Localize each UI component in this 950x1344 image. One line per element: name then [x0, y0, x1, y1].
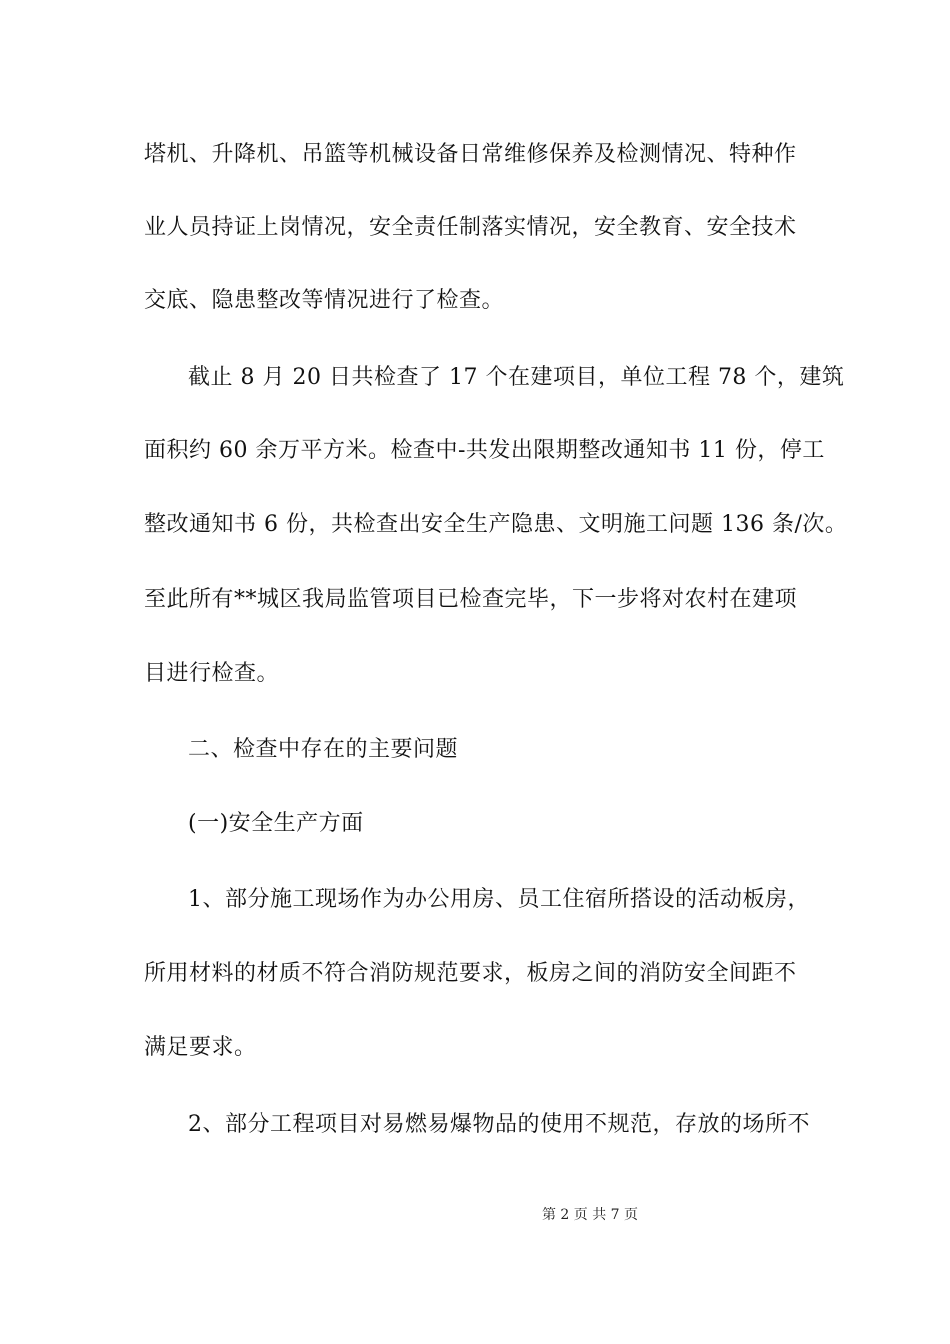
text-line-2: 业人员持证上岗情况，安全责任制落实情况，安全教育、安全技术 [144, 215, 797, 240]
text-line-8: 目进行检查。 [144, 661, 280, 686]
subsection-heading: (一)安全生产方面 [188, 811, 364, 836]
text-line-5: 面积约 60 余万平方米。检查中-共发出限期整改通知书 11 份，停工 [144, 438, 825, 463]
text-line-11: 1、部分施工现场作为办公用房、员工住宿所搭设的活动板房， [188, 887, 810, 912]
page-number-footer: 第 2 页 共 7 页 [541, 1207, 639, 1223]
text-line-13: 满足要求。 [144, 1035, 257, 1060]
text-line-4: 截止 8 月 20 日共检查了 17 个在建项目，单位工程 78 个，建筑 [188, 365, 845, 390]
text-line-14: 2、部分工程项目对易燃易爆物品的使用不规范，存放的场所不 [188, 1112, 810, 1137]
text-line-3: 交底、隐患整改等情况进行了检查。 [144, 288, 505, 313]
text-line-6: 整改通知书 6 份，共检查出安全生产隐患、文明施工问题 136 条/次。 [144, 512, 848, 537]
text-line-12: 所用材料的材质不符合消防规范要求，板房之间的消防安全间距不 [144, 961, 797, 986]
section-heading: 二、检查中存在的主要问题 [188, 737, 459, 762]
text-line-7: 至此所有**城区我局监管项目已检查完毕，下一步将对农村在建项 [144, 587, 798, 612]
text-line-1: 塔机、升降机、吊篮等机械设备日常维修保养及检测情况、特种作 [144, 142, 797, 167]
